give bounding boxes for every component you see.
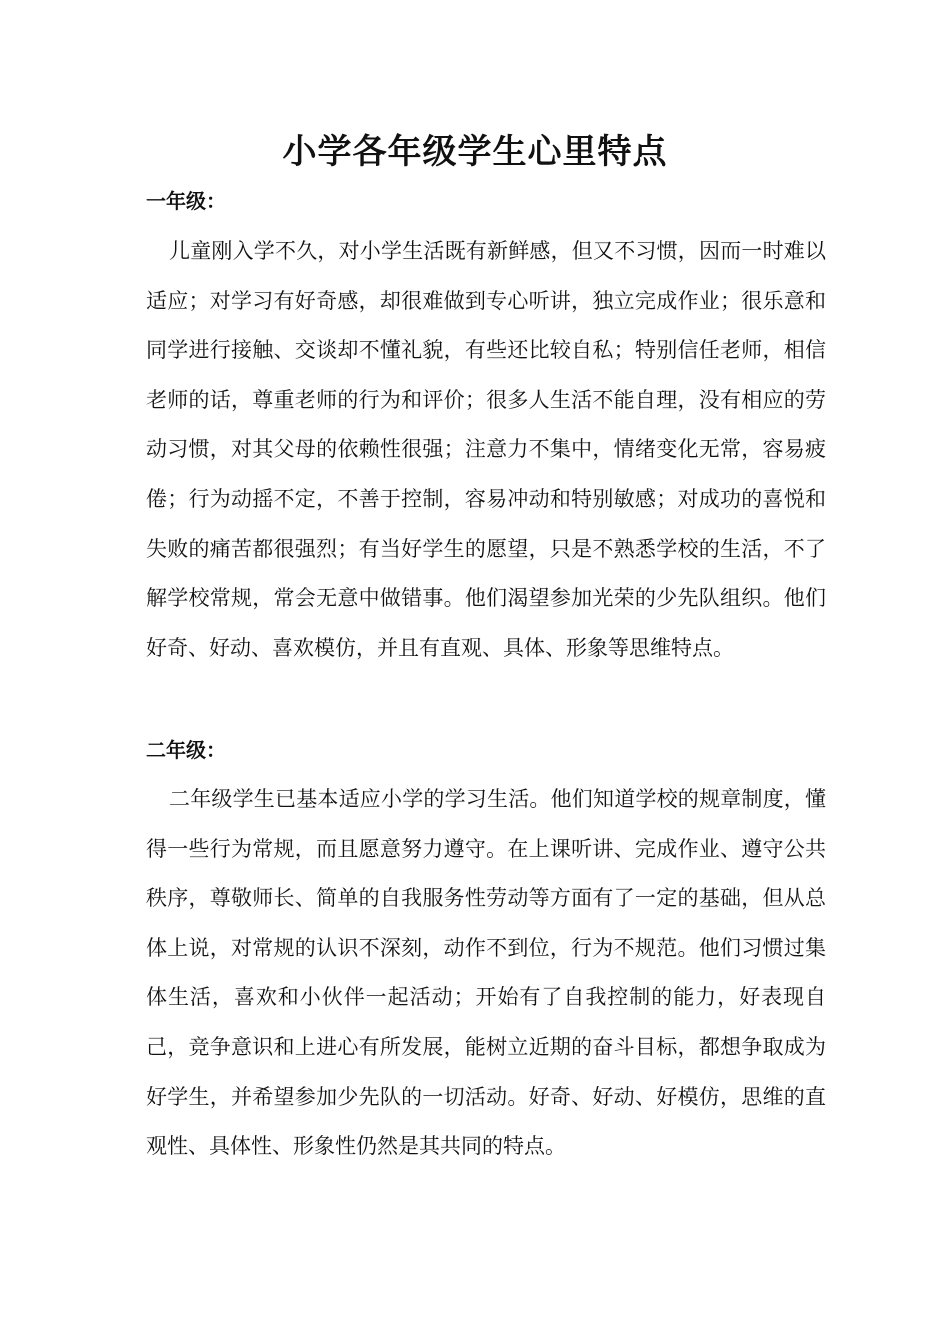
section-heading-grade-2: 二年级： [146,738,226,762]
section-paragraph-grade-1: 儿童刚入学不久，对小学生活既有新鲜感，但又不习惯，因而一时难以适应；对学习有好奇感，却很难做到专心听讲，独立完成作业；很乐意和同学进行接触、交谈却不懂礼貌，有些还比较自私；特别信任老师，相信老师的话，尊重老师的行为和评价；很多人生活不能自理，没有相应的劳动习惯，对其父母的依赖性很强；注意力不集中，情绪变化无常，容易疲倦；行为动摇不定，不善于控制，容易冲动和特别敏感；对成功的喜悦和失败的痛苦都很强烈；有当好学生的愿望，只是不熟悉学校的生活，不了解学校常规，常会无意中做错事。他们渴望参加光荣的少先队组织。他们好奇、好动、喜欢模仿，并且有直观、具体、形象等思维特点。 [146,239,826,660]
section-paragraph-grade-2: 二年级学生已基本适应小学的学习生活。他们知道学校的规章制度，懂得一些行为常规，而且愿意努力遵守。在上课听讲、完成作业、遵守公共秩序，尊敬师长、简单的自我服务性劳动等方面有了一定的基础，但从总体上说，对常规的认识不深刻，动作不到位，行为不规范。他们习惯过集体生活，喜欢和小伙伴一起活动；开始有了自我控制的能力，好表现自己，竞争意识和上进心有所发展，能树立近期的奋斗目标，都想争取成为好学生，并希望参加少先队的一切活动。好奇、好动、好模仿，思维的直观性、具体性、形象性仍然是其共同的特点。 [146,787,826,1159]
page-title: 小学各年级学生心里特点 [282,132,668,172]
section-heading-grade-1: 一年级： [146,189,226,213]
